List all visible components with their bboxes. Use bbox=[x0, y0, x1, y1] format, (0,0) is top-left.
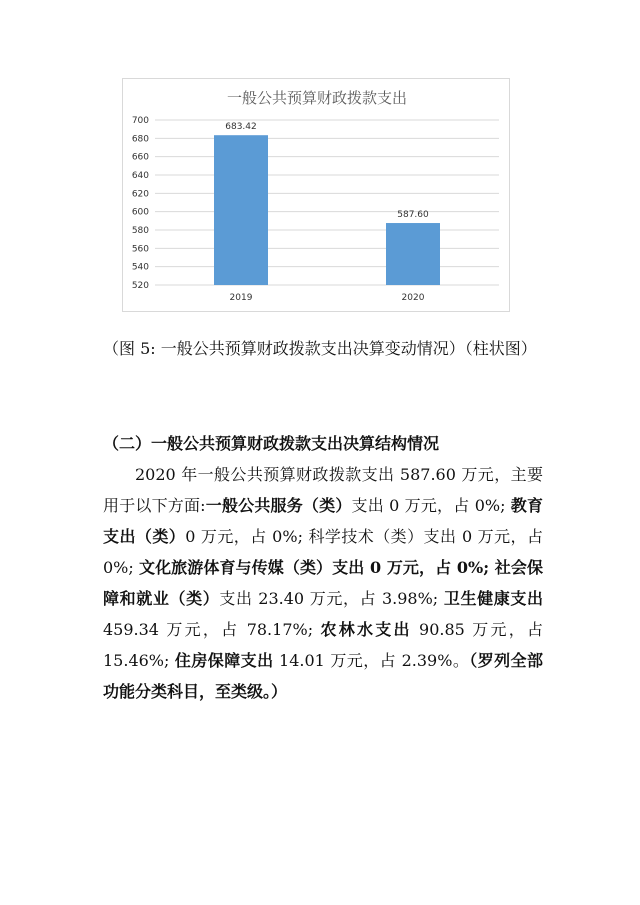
y-tick-label: 700 bbox=[131, 116, 149, 126]
y-tick-label: 640 bbox=[131, 171, 149, 181]
bar-chart bbox=[122, 78, 510, 312]
body-paragraph bbox=[103, 459, 543, 707]
x-tick-label: 2020 bbox=[401, 293, 425, 303]
text-health: 卫生健康支出 bbox=[443, 589, 543, 608]
text-general-public-services: 一般公共服务（类） bbox=[205, 496, 352, 515]
data-label: 587.60 bbox=[397, 210, 429, 221]
bar bbox=[386, 223, 440, 285]
y-tick-label: 620 bbox=[131, 189, 149, 200]
text-health-amount: 459.34 万元，占 78.17%; bbox=[103, 620, 321, 639]
text-agriculture: 农林水支出 bbox=[320, 620, 412, 639]
text-housing: 住房保障支出 bbox=[174, 651, 274, 670]
y-tick-label: 540 bbox=[131, 262, 149, 273]
text-education-and-science: 0 万元，占 0%; 科学技术（类）支出 0 万元，占 0%; bbox=[103, 527, 543, 577]
chart-title: 一般公共预算财政拨款支出 bbox=[226, 89, 408, 107]
data-label: 683.42 bbox=[225, 122, 257, 133]
text-housing-amount: 14.01 万元，占 2.39%。 bbox=[273, 651, 470, 670]
y-tick-label: 660 bbox=[131, 152, 149, 163]
grid-layer bbox=[132, 116, 499, 291]
chart-svg bbox=[123, 79, 511, 313]
text-education: 教育支出（类） bbox=[103, 496, 543, 546]
text-agriculture-amount: 90.85 万元，占 15.46%; bbox=[103, 620, 543, 670]
y-tick-label: 520 bbox=[131, 281, 149, 291]
text-summary: 2020 年一般公共预算财政拨款支出 587.60 万元，主要用于以下方面: bbox=[103, 465, 543, 515]
x-tick-label: 2019 bbox=[229, 293, 253, 303]
text-social-security-amount: 支出 23.40 万元，占 3.98%; bbox=[219, 589, 444, 608]
y-tick-label: 560 bbox=[131, 244, 149, 255]
figure-caption: （图 5: 一般公共预算财政拨款支出决算变动情况）（柱状图） bbox=[103, 339, 537, 358]
section-heading: （二）一般公共预算财政拨款支出决算结构情况 bbox=[103, 434, 440, 453]
text-culture-and-social-security: 文化旅游体育与传媒（类）支出 0 万元，占 0%; 社会保障和就业（类） bbox=[103, 558, 543, 608]
y-tick-label: 580 bbox=[131, 226, 149, 236]
text-note: （罗列全部功能分类科目，至类级。） bbox=[103, 651, 543, 701]
bar-layer bbox=[214, 122, 440, 303]
bar bbox=[214, 135, 268, 285]
text-general-public-services-amount: 支出 0 万元，占 0%; bbox=[351, 496, 511, 515]
y-tick-label: 600 bbox=[131, 207, 149, 218]
y-tick-label: 680 bbox=[131, 134, 149, 145]
